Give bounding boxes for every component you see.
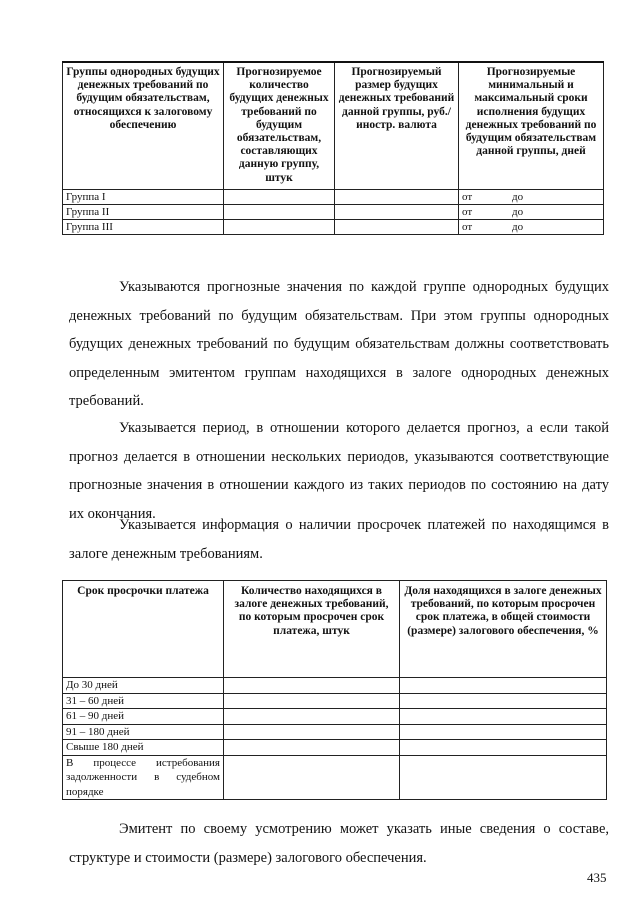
table-cell bbox=[224, 755, 400, 800]
group-name-cell: Группа II bbox=[63, 204, 224, 219]
overdue-term-cell: 31 – 60 дней bbox=[63, 693, 224, 709]
table-cell bbox=[224, 189, 335, 204]
column-header: Прогнозируемые минимальный и максимальный сроки исполнения будущих денежных требований по будущим обязательствам данной группы, дней bbox=[459, 62, 604, 189]
overdue-term-cell: В процессе истребования задолженности в судебном порядке bbox=[63, 755, 224, 800]
term-to-label: до bbox=[512, 205, 524, 218]
table-row bbox=[63, 678, 607, 694]
term-range-cell bbox=[459, 204, 604, 219]
overdue-term-cell: До 30 дней bbox=[63, 678, 224, 694]
table-cell bbox=[400, 755, 607, 800]
table-cell bbox=[400, 740, 607, 756]
forecast-groups-table bbox=[62, 61, 604, 235]
page-number: 435 bbox=[587, 870, 607, 885]
term-from-label: от bbox=[462, 220, 473, 233]
overdue-term-cell: 61 – 90 дней bbox=[63, 709, 224, 725]
paragraph-closing: Эмитент по своему усмотрению может указать иные сведения о составе, структуре и стоимости (размере) залогового обеспечения. bbox=[69, 821, 609, 866]
table-cell bbox=[224, 678, 400, 694]
table-cell bbox=[335, 204, 459, 219]
column-header: Количество находящихся в залоге денежных требований, по которым просрочен срок платежа, штук bbox=[224, 581, 400, 678]
term-range-cell bbox=[459, 189, 604, 204]
overdue-term-cell: Свыше 180 дней bbox=[63, 740, 224, 756]
table-row bbox=[63, 219, 604, 234]
paragraph-forecast-values: Указываются прогнозные значения по каждой группе однородных будущих денежных требований по будущим обязательствам. При этом группы однородных будущих денежных требований по будущим обязательствам должны соответствовать определенным эмитентом группам находящихся в залоге однородных денежных требований. bbox=[69, 279, 609, 409]
overdue-payments-table bbox=[62, 580, 607, 800]
table-row bbox=[63, 724, 607, 740]
table-cell bbox=[400, 724, 607, 740]
paragraph-overdue-info: Указывается информация о наличии просрочек платежей по находящимся в залоге денежным требованиям. bbox=[69, 517, 609, 562]
column-header: Группы однородных будущих денежных требований по будущим обязательствам, относящихся к залоговому обеспечению bbox=[63, 62, 224, 189]
table-row bbox=[63, 204, 604, 219]
table-cell bbox=[224, 740, 400, 756]
table-cell bbox=[400, 709, 607, 725]
table-row bbox=[63, 693, 607, 709]
paragraph-forecast-period: Указывается период, в отношении которого делается прогноз, а если такой прогноз делается в отношении нескольких периодов, указываются соответствующие прогнозные значения в отношении каждого из таких периодов по состоянию на дату их окончания. bbox=[69, 420, 609, 522]
column-header: Срок просрочки платежа bbox=[63, 581, 224, 678]
table-cell bbox=[335, 219, 459, 234]
column-header: Прогнозируемый размер будущих денежных требований данной группы, руб./иностр. валюта bbox=[335, 62, 459, 189]
term-to-label: до bbox=[512, 220, 524, 233]
table-cell bbox=[224, 724, 400, 740]
column-header: Прогнозируемое количество будущих денежных требований по будущим обязательствам, составляющих данную группу, штук bbox=[224, 62, 335, 189]
table-cell bbox=[400, 693, 607, 709]
group-name-cell: Группа I bbox=[63, 189, 224, 204]
table-cell bbox=[400, 678, 607, 694]
table-cell bbox=[224, 219, 335, 234]
table-row bbox=[63, 709, 607, 725]
table-cell bbox=[335, 189, 459, 204]
table-cell bbox=[224, 709, 400, 725]
overdue-term-cell: 91 – 180 дней bbox=[63, 724, 224, 740]
table-header-row bbox=[63, 62, 604, 189]
group-name-cell: Группа III bbox=[63, 219, 224, 234]
column-header: Доля находящихся в залоге денежных требований, по которым просрочен срок платежа, в общей стоимости (размере) залогового обеспечения, % bbox=[400, 581, 607, 678]
table-cell bbox=[224, 204, 335, 219]
table-cell bbox=[224, 693, 400, 709]
table-row bbox=[63, 740, 607, 756]
term-from-label: от bbox=[462, 190, 473, 203]
table-row bbox=[63, 189, 604, 204]
term-from-label: от bbox=[462, 205, 473, 218]
table-row bbox=[63, 755, 607, 800]
term-to-label: до bbox=[512, 190, 524, 203]
term-range-cell bbox=[459, 219, 604, 234]
table-header-row bbox=[63, 581, 607, 678]
